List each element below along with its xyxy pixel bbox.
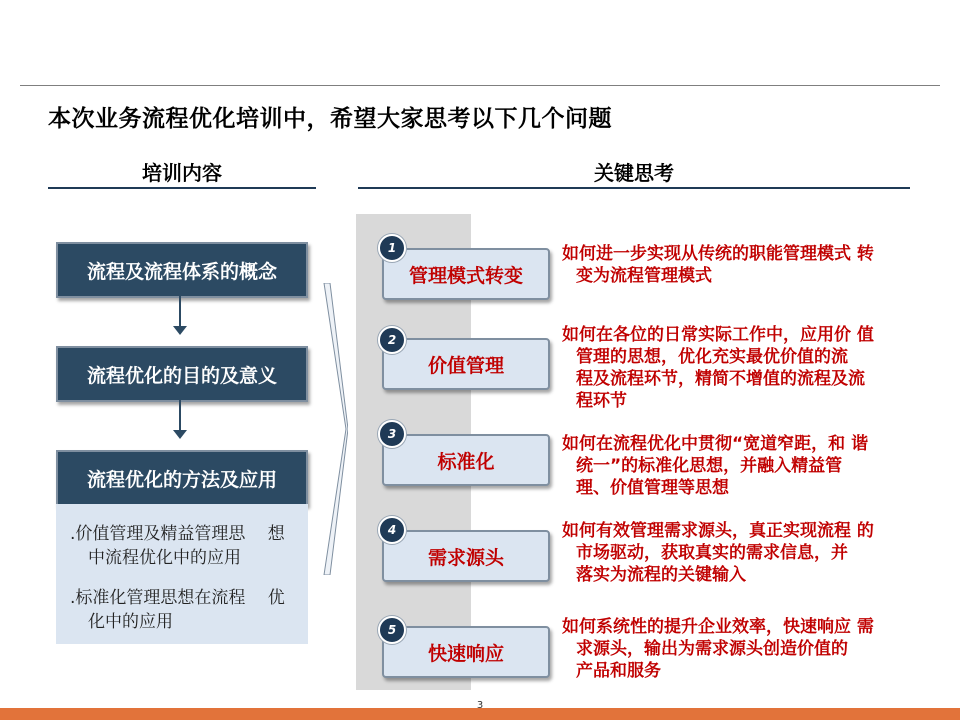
question-2-line: 程及流程环节，精简不增值的流程及流 bbox=[576, 369, 865, 389]
detail-item-1 bbox=[70, 522, 305, 570]
detail-item-1-line2: 中流程优化中的应用 bbox=[88, 548, 241, 568]
topic-box-2: 流程优化的目的及意义 bbox=[56, 346, 308, 402]
topic-box-1: 流程及流程体系的概念 bbox=[56, 242, 308, 298]
question-3 bbox=[562, 433, 918, 499]
right-header-rule bbox=[358, 187, 910, 189]
number-badge-2: 2 bbox=[378, 326, 406, 354]
question-3-line: 如何在流程优化中贯彻“宽道窄距，和 谐 bbox=[562, 434, 869, 454]
question-4 bbox=[562, 520, 918, 586]
down-arrow-2-line bbox=[179, 400, 181, 430]
detail-item-1-line1: .价值管理及精益管理思 想 bbox=[70, 524, 285, 544]
number-badge-4: 4 bbox=[378, 516, 406, 544]
question-3-line: 统一”的标准化思想，并融入精益管 bbox=[576, 456, 843, 476]
key-box-2: 价值管理 bbox=[382, 338, 550, 390]
right-column-header: 关键思考 bbox=[594, 161, 674, 185]
detail-item-2-line1: .标准化管理思想在流程 优 bbox=[70, 588, 285, 608]
question-1-line: 变为流程管理模式 bbox=[576, 266, 712, 286]
detail-item-2 bbox=[70, 586, 305, 634]
question-5-line: 如何系统性的提升企业效率，快速响应 需 bbox=[562, 617, 874, 637]
key-box-4: 需求源头 bbox=[382, 530, 550, 582]
page-title: 本次业务流程优化培训中，希望大家思考以下几个问题 bbox=[48, 106, 612, 132]
question-2-line: 管理的思想，优化充实最优价值的流 bbox=[576, 347, 848, 367]
question-3-line: 理、价值管理等思想 bbox=[576, 478, 729, 498]
down-arrow-1-line bbox=[179, 296, 181, 326]
question-5 bbox=[562, 616, 918, 682]
question-2 bbox=[562, 324, 918, 412]
detail-item-2-line2: 化中的应用 bbox=[88, 612, 173, 632]
number-badge-1: 1 bbox=[378, 234, 406, 262]
down-arrow-2-head bbox=[173, 430, 187, 439]
chevron-right-icon bbox=[322, 283, 348, 575]
key-box-5: 快速响应 bbox=[382, 626, 550, 678]
question-5-line: 产品和服务 bbox=[576, 661, 661, 681]
question-1-line: 如何进一步实现从传统的职能管理模式 转 bbox=[562, 244, 874, 264]
left-header-rule bbox=[48, 187, 316, 189]
question-5-line: 求源头，输出为需求源头创造价值的 bbox=[576, 639, 848, 659]
topic-box-3: 流程优化的方法及应用 bbox=[56, 450, 308, 506]
key-box-1: 管理模式转变 bbox=[382, 248, 550, 300]
question-4-line: 如何有效管理需求源头，真正实现流程 的 bbox=[562, 521, 874, 541]
question-1 bbox=[562, 243, 918, 287]
question-4-line: 落实为流程的关键输入 bbox=[576, 565, 746, 585]
top-divider bbox=[20, 85, 940, 86]
page-number: 3 bbox=[476, 700, 484, 711]
question-2-line: 程环节 bbox=[576, 391, 627, 411]
question-4-line: 市场驱动，获取真实的需求信息，并 bbox=[576, 543, 848, 563]
number-badge-3: 3 bbox=[378, 420, 406, 448]
number-badge-5: 5 bbox=[378, 616, 406, 644]
down-arrow-1-head bbox=[173, 326, 187, 335]
key-box-3: 标准化 bbox=[382, 434, 550, 486]
left-column-header: 培训内容 bbox=[142, 161, 222, 185]
question-2-line: 如何在各位的日常实际工作中，应用价 值 bbox=[562, 325, 874, 345]
